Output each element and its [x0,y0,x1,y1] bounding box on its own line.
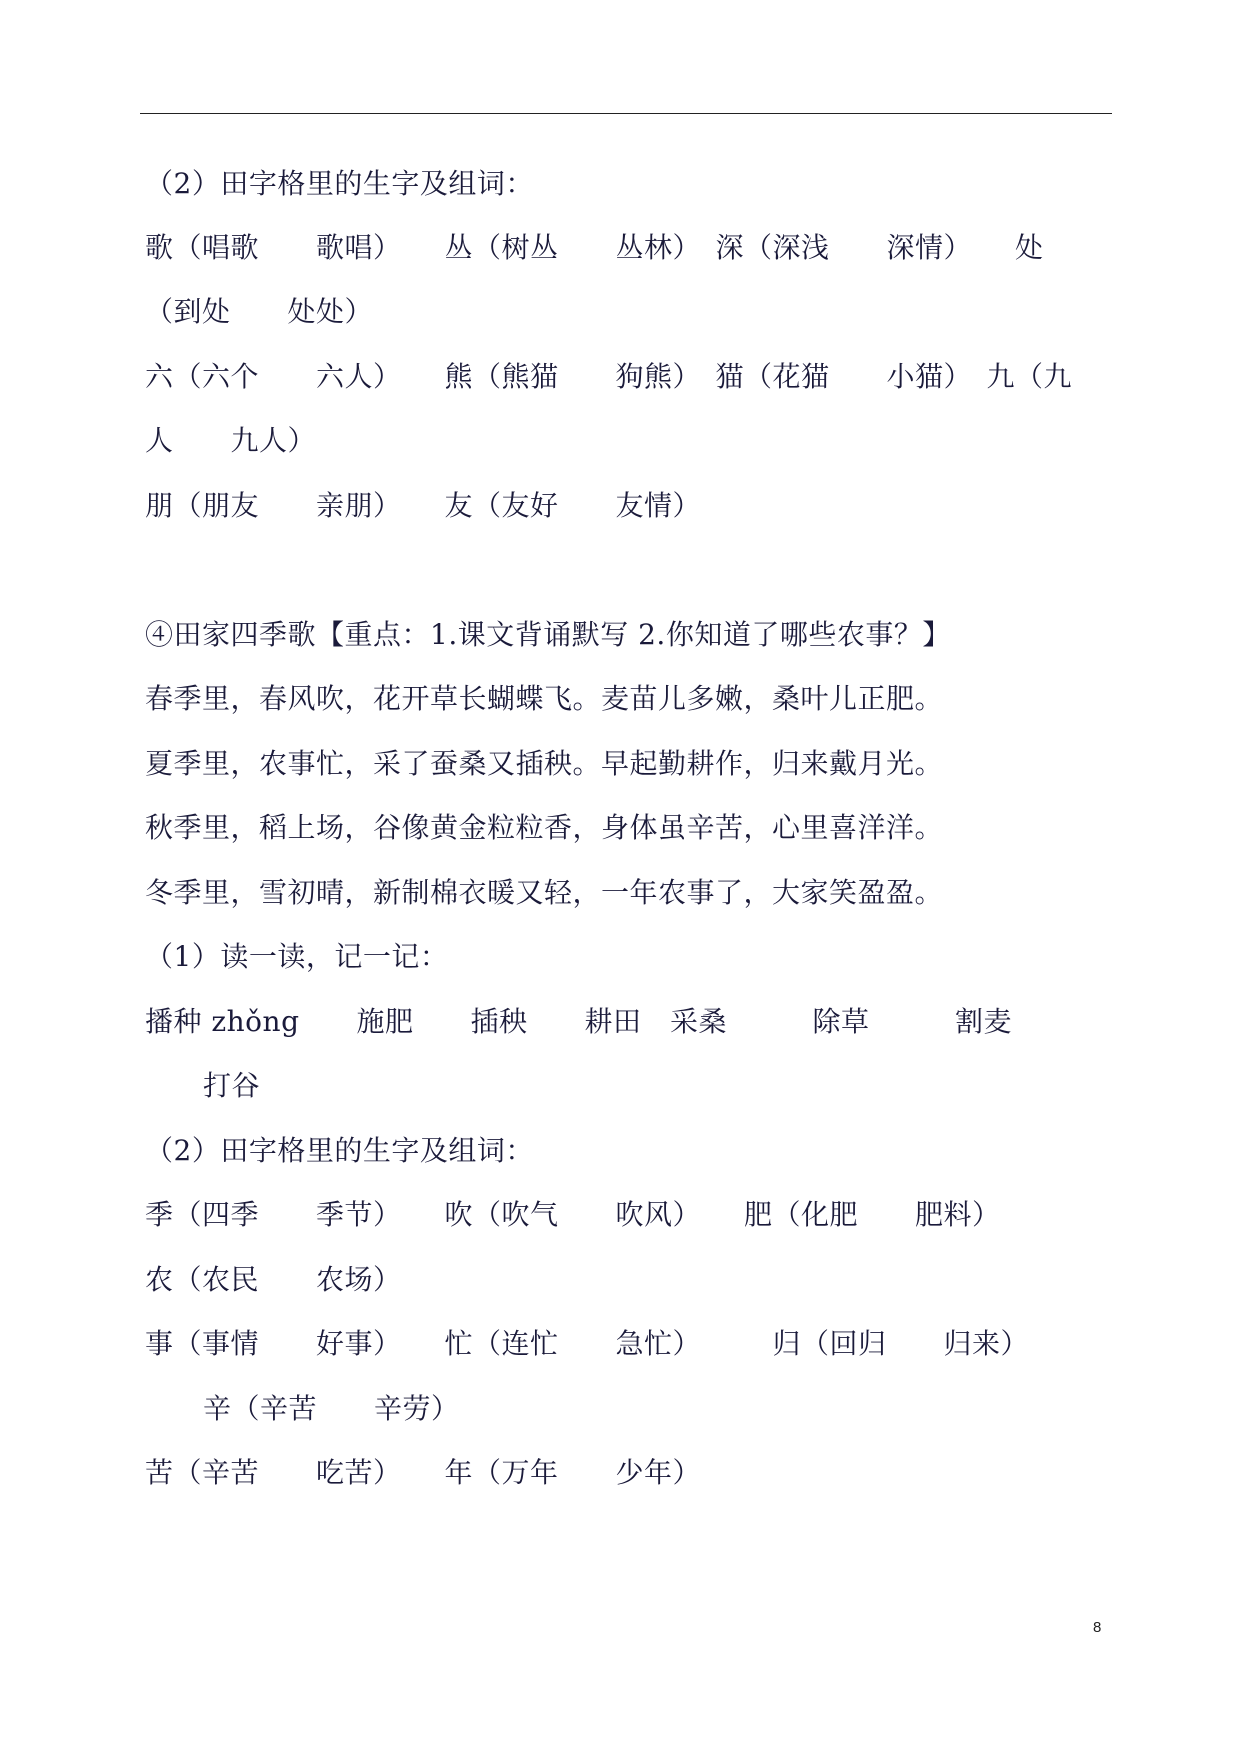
vocab-row: 播种 zhǒng 施肥 插秧 耕田 采桑 除草 割麦 [145,1005,1013,1038]
section-heading: （1）读一读，记一记： [145,940,449,973]
word-row: 季（四季 季节） 吹（吹气 吹风） 肥（化肥 肥料） [145,1198,1001,1231]
section-heading: （2）田字格里的生字及组词： [145,1134,534,1167]
lesson-verse: 秋季里，稻上场，谷像黄金粒粒香，身体虽辛苦，心里喜洋洋。 [145,811,944,844]
header-divider [140,113,1112,114]
word-row: 事（事情 好事） 忙（连忙 急忙） 归（回归 归来） [145,1327,1030,1360]
word-row: 朋（朋友 亲朋） 友（友好 友情） [145,489,702,522]
word-row: 六（六个 六人） 熊（熊猫 狗熊） 猫（花猫 小猫） 九（九 [145,360,1073,393]
word-row-continuation: （到处 处处） [145,295,374,328]
page-number: 8 [1093,1619,1102,1636]
word-row-continuation: 辛（辛苦 辛劳） [203,1392,460,1425]
section-heading: （2）田字格里的生字及组词： [145,167,534,200]
word-row: 歌（唱歌 歌唱） 丛（树丛 丛林） 深（深浅 深情） 处 [145,231,1044,264]
vocab-row-continuation: 打谷 [203,1069,261,1102]
word-row: 苦（辛苦 吃苦） 年（万年 少年） [145,1456,702,1489]
lesson-verse: 冬季里，雪初晴，新制棉衣暖又轻，一年农事了，大家笑盈盈。 [145,876,944,909]
word-row-continuation: 人 九人） [145,424,317,457]
lesson-verse: 夏季里，农事忙，采了蚕桑又插秧。早起勤耕作，归来戴月光。 [145,747,944,780]
word-row: 农（农民 农场） [145,1263,402,1296]
lesson-title: ④田家四季歌【重点：1.课文背诵默写 2.你知道了哪些农事？】 [145,618,951,651]
lesson-verse: 春季里，春风吹，花开草长蝴蝶飞。麦苗儿多嫩，桑叶儿正肥。 [145,682,944,715]
